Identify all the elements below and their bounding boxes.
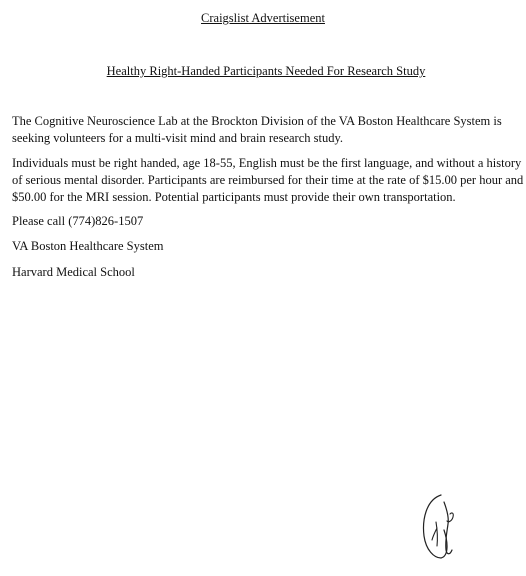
paragraph-eligibility: Individuals must be right handed, age 18-55, English must be the first language, and without a history of serious mental disorder. Participants are reimbursed for their time at the rate of $15.00 per hour and $50.00 for the MRI session. Potential participants must provide their own transportation.: [12, 156, 524, 204]
document-subtitle: Healthy Right-Handed Participants Needed For Research Study: [106, 64, 426, 78]
handwritten-signature: [414, 492, 474, 562]
paragraph-intro: The Cognitive Neuroscience Lab at the Brockton Division of the VA Boston Healthcare System is seeking volunteers for a multi-visit mind and brain research study.: [12, 114, 502, 145]
contact-line: Please call (774)826-1507: [12, 214, 144, 228]
organization-line: Harvard Medical School: [12, 265, 135, 279]
document-title: Craigslist Advertisement: [201, 11, 325, 25]
organization-line: VA Boston Healthcare System: [12, 239, 164, 253]
